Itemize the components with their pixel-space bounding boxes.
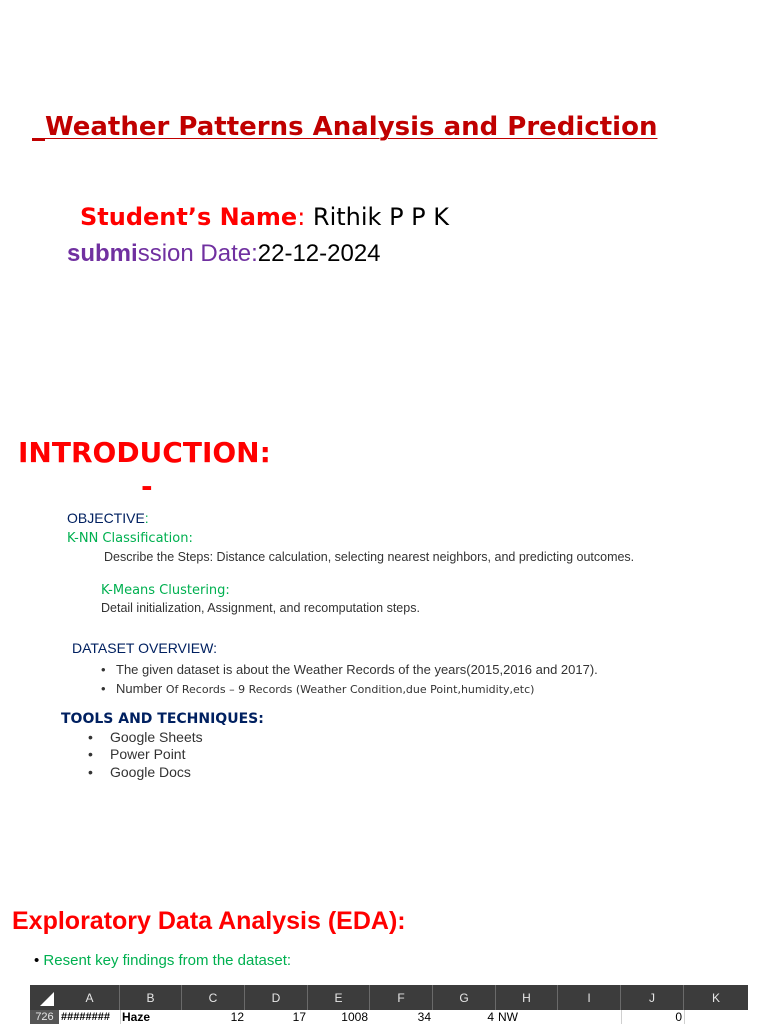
objective-colon: : bbox=[144, 510, 149, 526]
cell-b: Haze bbox=[122, 1010, 151, 1024]
tools-heading-colon: : bbox=[258, 711, 264, 727]
tool-item-google-docs bbox=[88, 764, 191, 780]
column-header-j: J bbox=[621, 985, 684, 1010]
kmeans-title: K-Means Clustering: bbox=[101, 583, 230, 598]
tools-heading bbox=[61, 711, 264, 727]
dataset-bullet-2 bbox=[101, 681, 534, 696]
dataset-bullet-2-main: Number bbox=[116, 681, 166, 696]
submission-date-value: 22-12-2024 bbox=[257, 240, 381, 267]
introduction-dash: - bbox=[141, 470, 153, 503]
bullet-icon: • bbox=[101, 662, 106, 677]
column-header-i: I bbox=[558, 985, 621, 1010]
cell-f: 34 bbox=[417, 1010, 431, 1024]
dataset-overview-colon: : bbox=[213, 640, 217, 656]
row-number: 726 bbox=[30, 1010, 59, 1024]
eda-subtitle-text: Resent key findings from the dataset: bbox=[43, 952, 292, 969]
cell-divider bbox=[120, 1010, 121, 1024]
column-header-d: D bbox=[245, 985, 308, 1010]
spreadsheet-screenshot bbox=[30, 985, 748, 1024]
eda-subtitle bbox=[34, 952, 291, 969]
student-name-line bbox=[80, 203, 449, 231]
bullet-icon: • bbox=[88, 746, 93, 762]
introduction-heading: INTRODUCTION: bbox=[18, 436, 271, 469]
submission-label-bold: submi bbox=[67, 240, 138, 267]
bullet-icon: • bbox=[34, 952, 44, 969]
cell-a: ######## bbox=[61, 1011, 110, 1023]
student-name-value: Rithik P P K bbox=[305, 203, 450, 231]
submission-date-line bbox=[67, 240, 381, 268]
tools-heading-text: TOOLS AND TECHNIQUES bbox=[61, 711, 259, 727]
column-header-c: C bbox=[182, 985, 245, 1010]
dataset-overview-text: DATASET OVERVIEW bbox=[72, 640, 214, 656]
student-name-colon: : bbox=[297, 203, 306, 231]
tool-item-label: Power Point bbox=[110, 746, 186, 762]
column-header-bar bbox=[30, 985, 748, 1010]
document-title: _Weather Patterns Analysis and Prediction bbox=[32, 112, 658, 142]
kmeans-description: Detail initialization, Assignment, and recomputation steps. bbox=[101, 601, 420, 615]
column-header-a: A bbox=[60, 985, 120, 1010]
column-header-e: E bbox=[308, 985, 370, 1010]
submission-colon: : bbox=[251, 240, 258, 267]
eda-heading: Exploratory Data Analysis (EDA): bbox=[12, 907, 406, 935]
cell-i bbox=[558, 1010, 619, 1024]
bullet-icon: • bbox=[101, 681, 106, 696]
bullet-icon: • bbox=[88, 729, 93, 745]
dataset-bullet-1-text: The given dataset is about the Weather Records of the years(2015,2016 and 2017). bbox=[116, 662, 598, 677]
bullet-icon: • bbox=[88, 764, 93, 780]
cell-c: 12 bbox=[230, 1010, 244, 1024]
dataset-bullet-1 bbox=[101, 662, 598, 677]
student-name-label: Student’s Name bbox=[80, 203, 298, 231]
objective-label bbox=[67, 510, 149, 526]
tool-item-label: Google Sheets bbox=[110, 729, 203, 745]
dataset-bullet-2-small: Of Records – 9 Records (Weather Condition,due Point,humidity,etc) bbox=[165, 683, 535, 696]
cell-j: 0 bbox=[675, 1010, 682, 1024]
tool-item-google-sheets bbox=[88, 729, 203, 745]
dataset-overview-label bbox=[72, 640, 217, 656]
cell-e: 1008 bbox=[341, 1010, 368, 1024]
tool-item-label: Google Docs bbox=[110, 764, 191, 780]
cell-k bbox=[684, 1010, 746, 1024]
select-all-corner-icon bbox=[30, 985, 60, 1010]
knn-description: Describe the Steps: Distance calculation, selecting nearest neighbors, and predicting outcomes. bbox=[104, 550, 635, 564]
knn-title: K-NN Classification: bbox=[67, 531, 193, 546]
cell-g: 4 bbox=[487, 1010, 494, 1024]
column-header-b: B bbox=[120, 985, 182, 1010]
sheet-row bbox=[30, 1010, 748, 1024]
cell-h: NW bbox=[498, 1010, 518, 1024]
objective-label-text: OBJECTIVE bbox=[67, 510, 145, 526]
column-header-g: G bbox=[433, 985, 496, 1010]
submission-label-rest: ssion Date bbox=[137, 240, 252, 267]
column-header-k: K bbox=[711, 991, 720, 1005]
tool-item-power-point bbox=[88, 746, 185, 762]
cell-d: 17 bbox=[292, 1010, 306, 1024]
column-header-f: F bbox=[370, 985, 433, 1010]
column-header-h: H bbox=[496, 985, 558, 1010]
